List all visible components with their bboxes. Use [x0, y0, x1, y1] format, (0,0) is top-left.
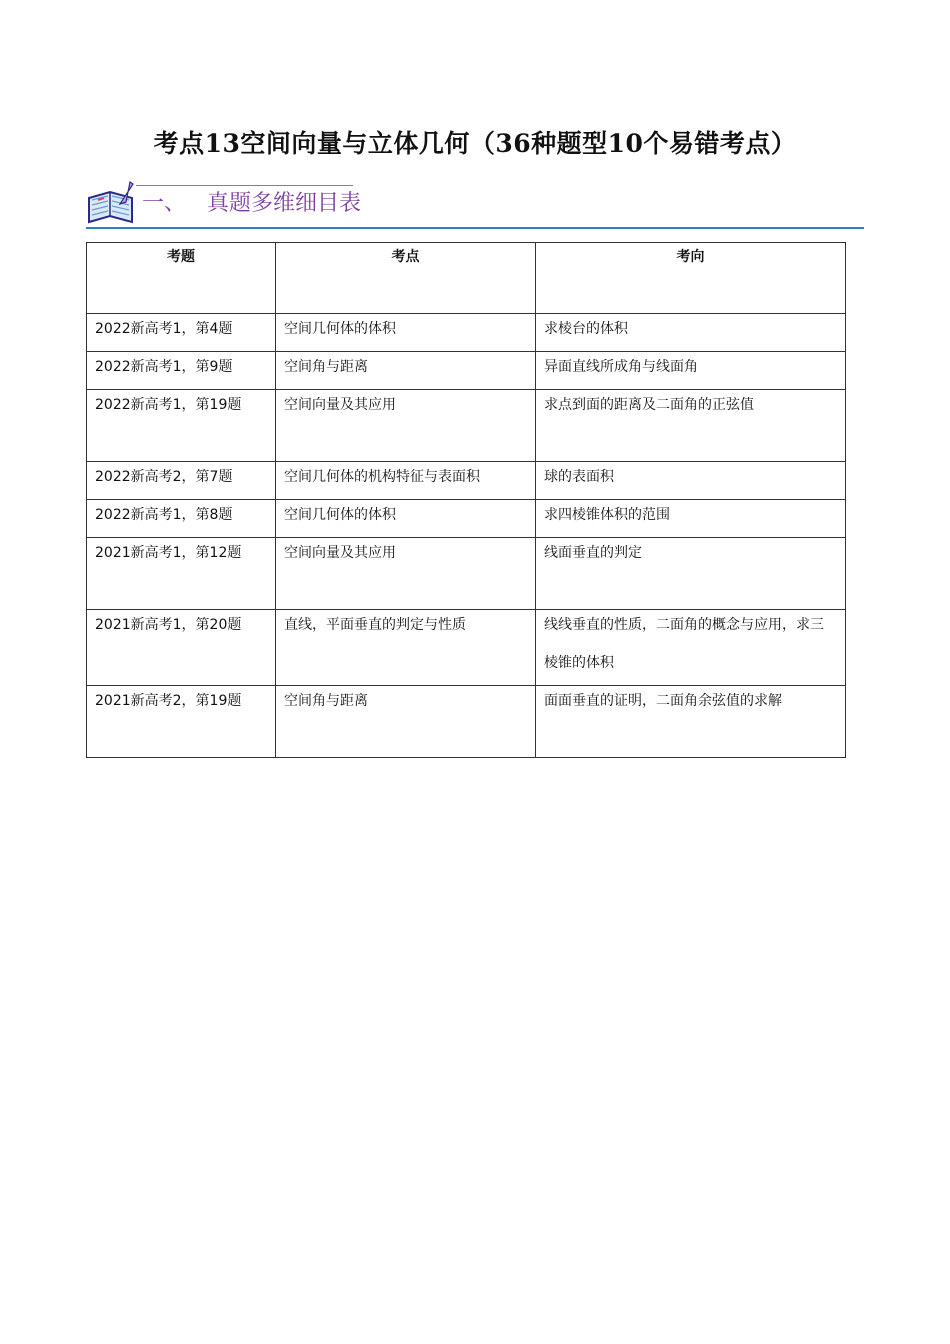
table-row: [87, 462, 846, 500]
cell-point: 空间几何体的机构特征与表面积: [276, 462, 536, 500]
cell-point: 直线，平面垂直的判定与性质: [276, 610, 536, 686]
cell-question: 2022新高考1，第9题: [87, 352, 276, 390]
table-header-row: [87, 243, 846, 314]
cell-direction: 线面垂直的判定: [536, 538, 846, 610]
page-title: 考点13空间向量与立体几何（36种题型10个易错考点）: [153, 129, 797, 158]
cell-question: 2022新高考1，第19题: [87, 390, 276, 462]
section-header: [86, 178, 864, 232]
cell-point: 空间几何体的体积: [276, 500, 536, 538]
cell-direction: 面面垂直的证明，二面角余弦值的求解: [536, 686, 846, 758]
table-row: [87, 352, 846, 390]
cell-question: 2022新高考1，第8题: [87, 500, 276, 538]
table-row: [87, 686, 846, 758]
cell-point: 空间角与距离: [276, 686, 536, 758]
section-bottom-rule: [86, 227, 864, 229]
cell-point: 空间向量及其应用: [276, 390, 536, 462]
table-row: [87, 390, 846, 462]
cell-direction: 线线垂直的性质，二面角的概念与应用，求三棱锥的体积: [536, 610, 846, 686]
table-row: [87, 538, 846, 610]
section-title: 真题多维细目表: [207, 191, 362, 216]
header-direction: 考向: [536, 243, 846, 314]
exam-table: [86, 242, 846, 758]
book-icon: [86, 178, 136, 228]
cell-point: 空间角与距离: [276, 352, 536, 390]
cell-point: 空间几何体的体积: [276, 314, 536, 352]
table-row: [87, 610, 846, 686]
cell-direction: 球的表面积: [536, 462, 846, 500]
cell-question: 2021新高考1，第12题: [87, 538, 276, 610]
header-question: 考题: [87, 243, 276, 314]
cell-question: 2022新高考1，第4题: [87, 314, 276, 352]
cell-point: 空间向量及其应用: [276, 538, 536, 610]
header-point: 考点: [276, 243, 536, 314]
table-row: [87, 314, 846, 352]
cell-question: 2021新高考1，第20题: [87, 610, 276, 686]
cell-direction: 求棱台的体积: [536, 314, 846, 352]
section-number: 一、: [142, 191, 187, 216]
cell-question: 2022新高考2，第7题: [87, 462, 276, 500]
table-row: [87, 500, 846, 538]
cell-direction: 异面直线所成角与线面角: [536, 352, 846, 390]
cell-direction: 求点到面的距离及二面角的正弦值: [536, 390, 846, 462]
cell-direction: 求四棱锥体积的范围: [536, 500, 846, 538]
cell-question: 2021新高考2，第19题: [87, 686, 276, 758]
